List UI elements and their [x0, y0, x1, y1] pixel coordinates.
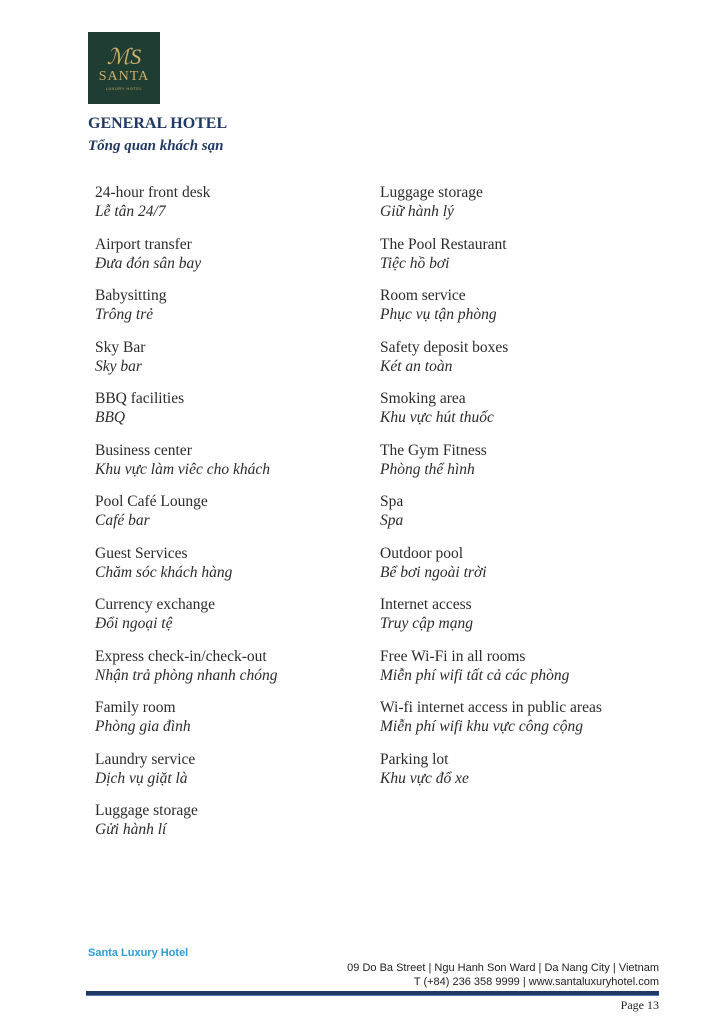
amenity-vietnamese: Sky bar [95, 357, 142, 375]
hotel-logo [88, 32, 160, 104]
amenity-vietnamese: Bể bơi ngoài trời [380, 563, 487, 581]
amenity-item [95, 647, 278, 699]
amenity-vietnamese: Tiệc hồ bơi [380, 254, 450, 272]
amenity-item [380, 338, 602, 390]
footer-divider [86, 991, 659, 996]
amenity-item [380, 647, 602, 699]
amenity-item [95, 750, 278, 802]
amenity-english: Business center [95, 441, 192, 459]
amenity-item [95, 698, 278, 750]
amenities-right-column [380, 183, 602, 801]
amenity-english: Wi-fi internet access in public areas [380, 699, 602, 716]
amenity-vietnamese: Miễn phí wifi khu vực công cộng [380, 718, 584, 735]
amenity-vietnamese: Lễ tân 24/7 [95, 203, 166, 220]
amenity-english: Luggage storage [380, 184, 483, 201]
amenity-item [95, 338, 278, 390]
amenity-english: Internet access [380, 596, 472, 613]
amenity-english: Babysitting [95, 287, 167, 304]
amenity-item [95, 492, 278, 544]
footer-hotel-name: Santa Luxury Hotel [88, 947, 189, 959]
amenity-english: Sky Bar [95, 338, 146, 356]
amenity-english: Smoking area [380, 390, 466, 407]
amenities-left-column [95, 183, 278, 853]
page-number: Page 13 [620, 998, 659, 1012]
amenity-item [380, 544, 602, 596]
amenity-vietnamese: Phòng gia đình [95, 718, 191, 735]
amenity-english: Room service [380, 287, 466, 304]
amenity-vietnamese: Miễn phí wifi tất cả các phòng [380, 666, 570, 684]
amenity-item [95, 286, 278, 338]
amenity-vietnamese: Nhận trả phòng nhanh chóng [95, 666, 278, 684]
footer-address: 09 Do Ba Street | Ngu Hanh Son Ward | Da Nang City | Vietnam [347, 962, 659, 974]
amenity-english: Airport transfer [95, 235, 192, 253]
amenity-item [380, 235, 602, 287]
amenity-english: 24-hour front desk [95, 184, 211, 201]
amenity-english: Free Wi-Fi in all rooms [380, 647, 526, 665]
logo-name: SANTA [98, 68, 150, 84]
amenity-english: Outdoor pool [380, 544, 464, 562]
amenity-vietnamese: Phòng thể hình [380, 460, 475, 478]
amenity-vietnamese: Két an toàn [380, 357, 453, 375]
amenity-item [380, 183, 602, 235]
logo-mark: ℳS [106, 43, 142, 69]
amenity-item [95, 441, 278, 493]
amenity-vietnamese: Spa [380, 512, 404, 529]
amenity-item [380, 492, 602, 544]
amenity-vietnamese: Chăm sóc khách hàng [95, 563, 233, 581]
amenity-item [380, 750, 602, 802]
amenity-vietnamese: Phục vụ tận phòng [380, 306, 497, 323]
amenity-vietnamese: Khu vực hút thuốc [380, 409, 494, 426]
amenity-english: Currency exchange [95, 596, 216, 613]
footer-contact: T (+84) 236 358 9999 | www.santaluxuryhotel.com [413, 976, 659, 988]
logo-subtitle: LUXURY HOTEL [105, 85, 143, 91]
amenity-item [380, 595, 602, 647]
amenity-vietnamese: Khu vực đổ xe [380, 769, 469, 787]
amenity-item [380, 286, 602, 338]
amenity-vietnamese: Đổi ngoại tệ [95, 615, 173, 632]
amenity-english: BBQ facilities [95, 390, 185, 407]
amenity-item [380, 441, 602, 493]
amenity-vietnamese: Đưa đón sân bay [95, 254, 202, 272]
section-subheading: Tổng quan khách sạn [88, 138, 224, 154]
amenity-item [95, 544, 278, 596]
amenity-vietnamese: Trông trẻ [95, 306, 154, 323]
amenity-vietnamese: Truy cập mạng [380, 615, 473, 632]
amenity-vietnamese: Café bar [95, 512, 150, 529]
amenity-english: The Pool Restaurant [380, 235, 507, 253]
amenity-item [380, 389, 602, 441]
amenity-item [95, 595, 278, 647]
section-heading: GENERAL HOTEL [88, 115, 228, 132]
amenity-item [95, 183, 278, 235]
amenity-vietnamese: Gửi hành lí [95, 821, 167, 838]
amenity-english: Laundry service [95, 750, 196, 768]
amenity-english: The Gym Fitness [380, 441, 487, 459]
amenity-english: Parking lot [380, 750, 449, 768]
amenity-english: Luggage storage [95, 802, 198, 819]
amenity-english: Spa [380, 493, 404, 510]
amenity-vietnamese: BBQ [95, 409, 126, 426]
amenity-english: Family room [95, 699, 176, 716]
amenity-english: Express check-in/check-out [95, 647, 267, 665]
amenity-vietnamese: Giữ hành lý [380, 203, 454, 220]
amenity-item [95, 389, 278, 441]
amenity-english: Guest Services [95, 544, 188, 562]
amenity-item [380, 698, 602, 750]
amenity-vietnamese: Dịch vụ giặt là [95, 769, 188, 787]
amenity-english: Safety deposit boxes [380, 338, 509, 356]
amenity-vietnamese: Khu vực làm viêc cho khách [95, 460, 271, 478]
amenity-item [95, 235, 278, 287]
amenity-item [95, 801, 278, 853]
amenity-english: Pool Café Lounge [95, 493, 208, 510]
